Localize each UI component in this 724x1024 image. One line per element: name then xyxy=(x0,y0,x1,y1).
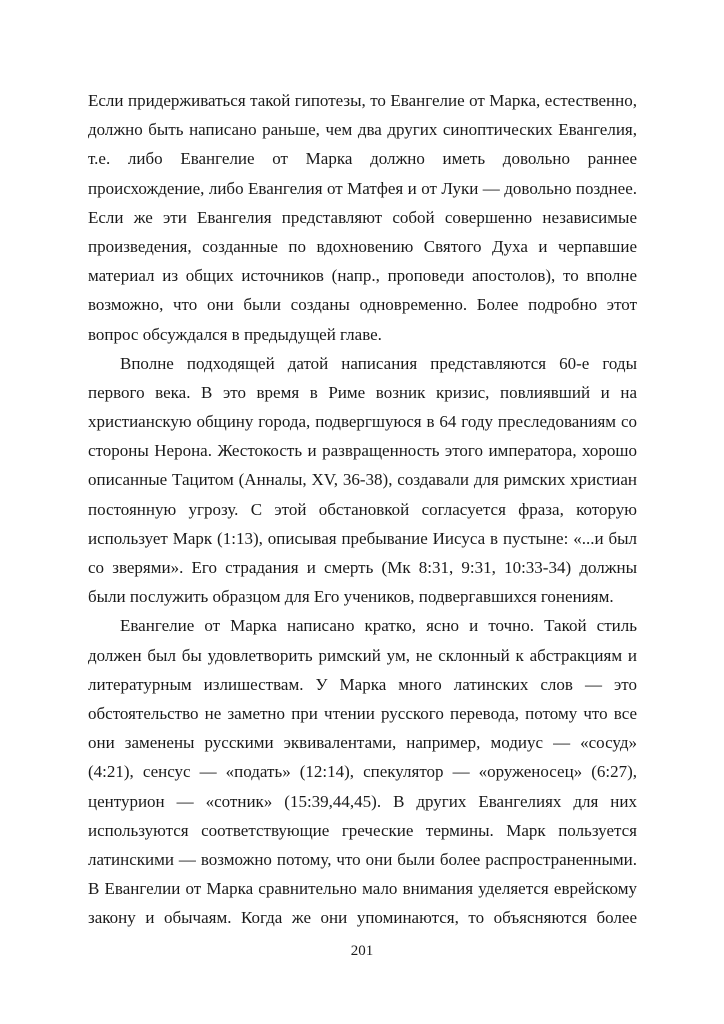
text-line: должен был бы удовлетворить римский ум, не склонный к абстракциям и xyxy=(88,645,637,665)
text-line: т.е. либо Евангелие от Марка должно иметь довольно раннее xyxy=(88,149,637,169)
paragraph xyxy=(88,86,637,349)
text-line: материал из общих источников (напр., проповеди апостолов), то вполне xyxy=(88,266,637,286)
page-body xyxy=(88,86,637,932)
text-line: В Евангелии от Марка сравнительно мало внимания уделяется еврейскому xyxy=(88,879,637,899)
text-line: вопрос обсуждался в предыдущей главе. xyxy=(88,324,382,344)
text-line: возможно, что они были созданы одновременно. Более подробно этот xyxy=(88,295,637,315)
text-line: закону и обычаям. Когда же они упоминаются, то объясняются более xyxy=(88,908,637,928)
text-line: первого века. В это время в Риме возник кризис, повлиявший и на xyxy=(88,382,637,402)
paragraph xyxy=(88,611,637,932)
text-line: обстоятельство не заметно при чтении русского перевода, потому что все xyxy=(88,703,637,723)
text-line: Если придерживаться такой гипотезы, то Евангелие от Марка, естественно, xyxy=(88,91,637,110)
text-line: центурион — «сотник» (15:39,44,45). В других Евангелиях для них xyxy=(88,791,637,811)
text-line: латинскими — возможно потому, что они были более распространенными. xyxy=(88,849,637,869)
text-line: Вполне подходящей датой написания представляются 60-е годы xyxy=(120,353,637,373)
text-line: постоянную угрозу. С этой обстановкой согласуется фраза, которую xyxy=(88,499,637,519)
text-line: христианскую общину города, подвергшуюся в 64 году преследованиям со xyxy=(88,412,637,432)
text-line: Если же эти Евангелия представляют собой совершенно независимые xyxy=(88,207,637,227)
text-line: описанные Тацитом (Анналы, XV, 36-38), создавали для римских христиан xyxy=(88,470,637,490)
text-line: стороны Нерона. Жестокость и развращенность этого императора, хорошо xyxy=(88,441,637,461)
text-line: со зверями». Его страдания и смерть (Мк 8:31, 9:31, 10:33-34) должны xyxy=(88,558,637,577)
page-number: 201 xyxy=(350,943,374,959)
text-line: (4:21), сенсус — «подать» (12:14), спекулятор — «оруженосец» (6:27), xyxy=(88,762,637,782)
text-line: должно быть написано раньше, чем два других синоптических Евангелия, xyxy=(88,120,637,140)
text-line: произведения, созданные по вдохновению Святого Духа и черпавшие xyxy=(88,236,637,256)
text-line: Евангелие от Марка написано кратко, ясно и точно. Такой стиль xyxy=(120,616,637,636)
text-line: происхождение, либо Евангелия от Матфея и от Луки — довольно позднее. xyxy=(88,178,637,198)
text-line: используются соответствующие греческие термины. Марк пользуется xyxy=(88,820,637,840)
text-line: использует Марк (1:13), описывая пребывание Иисуса в пустыне: «...и был xyxy=(88,528,637,548)
paragraph xyxy=(88,349,637,612)
text-line: были послужить образцом для Его учеников, подвергавшихся гонениям. xyxy=(88,587,614,607)
text-line: литературным излишествам. У Марка много латинских слов — это xyxy=(88,674,637,694)
text-line: они заменены русскими эквивалентами, например, модиус — «сосуд» xyxy=(88,733,637,753)
